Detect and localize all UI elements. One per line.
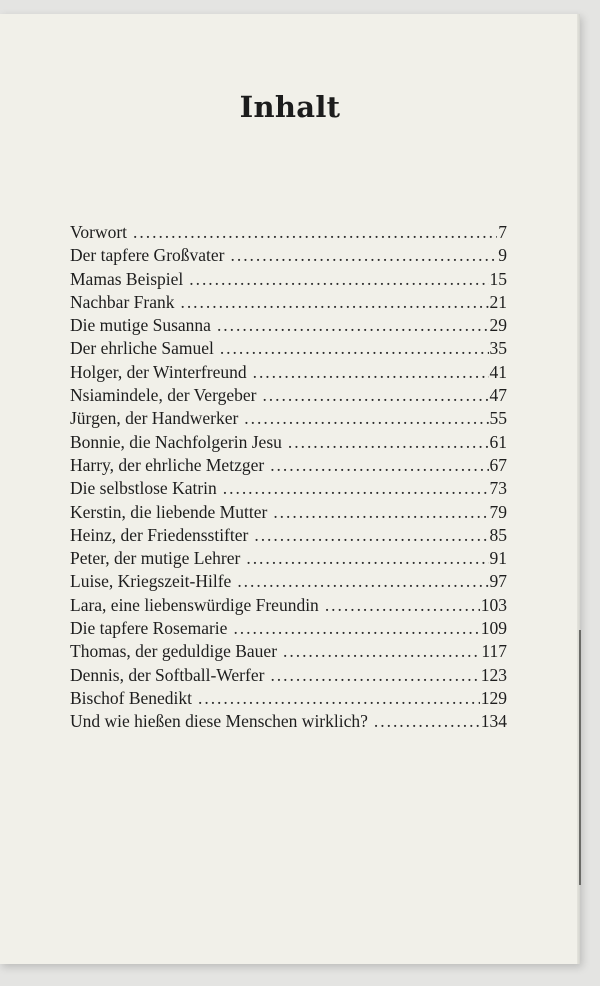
toc-entry-page-number: 134 xyxy=(480,711,507,732)
toc-entry xyxy=(70,548,507,571)
toc-leader-dots xyxy=(198,688,480,709)
toc-entry xyxy=(70,665,507,688)
toc-entry xyxy=(70,502,507,525)
toc-entry-page-number: 35 xyxy=(489,338,507,359)
toc-leader-dots xyxy=(273,502,488,523)
toc-leader-dots xyxy=(283,641,480,662)
toc-leader-dots xyxy=(233,618,479,639)
toc-entry xyxy=(70,571,507,594)
toc-entry xyxy=(70,688,507,711)
toc-entry-page-number: 9 xyxy=(498,245,507,266)
toc-leader-dots xyxy=(288,432,489,453)
toc-entry-title: Vorwort xyxy=(70,222,128,242)
toc-entry-title: Der ehrliche Samuel xyxy=(70,338,214,359)
toc-entry xyxy=(70,641,507,664)
toc-entry-title: Dennis, der Softball-Werfer xyxy=(70,664,265,685)
toc-entry-title: Mamas Beispiel xyxy=(70,268,184,289)
toc-entry xyxy=(70,455,507,478)
toc-entry-page-number: 15 xyxy=(489,268,507,289)
toc-entry-title: Harry, der ehrliche Metzger xyxy=(70,454,265,475)
toc-leader-dots xyxy=(231,245,498,266)
toc-entry xyxy=(70,292,507,315)
toc-leader-dots xyxy=(244,408,488,429)
toc-entry-page-number: 21 xyxy=(489,291,507,312)
toc-leader-dots xyxy=(223,478,489,499)
toc-leader-dots xyxy=(270,665,479,686)
toc-leader-dots xyxy=(253,362,489,383)
toc-entry-page-number: 103 xyxy=(480,594,507,615)
toc-leader-dots xyxy=(262,385,488,406)
toc-leader-dots xyxy=(220,338,489,359)
toc-leader-dots xyxy=(133,222,497,243)
toc-entry-title: Der tapfere Großvater xyxy=(70,245,225,266)
toc-entry-title: Thomas, der geduldige Bauer xyxy=(70,641,278,662)
toc-entry-page-number: 123 xyxy=(480,664,507,685)
toc-entry-page-number: 129 xyxy=(480,687,507,708)
toc-leader-dots xyxy=(246,548,488,569)
toc-entry xyxy=(70,711,507,734)
toc-entry xyxy=(70,408,507,431)
toc-entry xyxy=(70,269,507,292)
toc-leader-dots xyxy=(217,315,489,336)
toc-entry xyxy=(70,618,507,641)
toc-entry-page-number: 29 xyxy=(489,315,507,336)
toc-entry-page-number: 47 xyxy=(489,385,507,406)
toc-entry-title: Heinz, der Friedensstifter xyxy=(70,524,249,545)
toc-entry-title: Die tapfere Rosemarie xyxy=(70,618,228,639)
toc-leader-dots xyxy=(254,525,488,546)
toc-entry-title: Bischof Benedikt xyxy=(70,687,192,708)
toc-entry xyxy=(70,222,507,245)
toc-entry-title: Luise, Kriegszeit-Hilfe xyxy=(70,571,232,592)
toc-entry-page-number: 67 xyxy=(489,454,507,475)
toc-entry-title: Und wie hießen diese Menschen wirklich? xyxy=(70,711,368,732)
toc-entry-title: Peter, der mutige Lehrer xyxy=(70,548,241,569)
toc-leader-dots xyxy=(270,455,488,476)
toc-entry-title: Lara, eine liebenswürdige Freundin xyxy=(70,594,319,615)
book-page xyxy=(0,14,580,964)
toc-entry-title: Kerstin, die liebende Mutter xyxy=(70,501,268,522)
toc-entry-page-number: 109 xyxy=(480,618,507,639)
toc-entry-title: Holger, der Winterfreund xyxy=(70,361,247,382)
toc-entry xyxy=(70,385,507,408)
toc-leader-dots xyxy=(180,292,488,313)
toc-entry-page-number: 7 xyxy=(498,222,507,242)
toc-entry-title: Nsiamindele, der Vergeber xyxy=(70,385,257,406)
toc-entry-title: Die selbstlose Katrin xyxy=(70,478,217,499)
toc-leader-dots xyxy=(189,269,488,290)
page-edge-line xyxy=(579,630,581,885)
table-of-contents xyxy=(70,222,507,735)
toc-entry xyxy=(70,478,507,501)
toc-entry-page-number: 73 xyxy=(489,478,507,499)
toc-entry-page-number: 85 xyxy=(489,524,507,545)
toc-entry-page-number: 91 xyxy=(489,548,507,569)
toc-entry-page-number: 79 xyxy=(489,501,507,522)
toc-entry-page-number: 55 xyxy=(489,408,507,429)
toc-entry-title: Jürgen, der Handwerker xyxy=(70,408,239,429)
toc-leader-dots xyxy=(374,711,480,732)
toc-entry-page-number: 41 xyxy=(489,361,507,382)
toc-entry-page-number: 61 xyxy=(489,431,507,452)
toc-entry xyxy=(70,315,507,338)
toc-entry xyxy=(70,245,507,268)
toc-entry xyxy=(70,338,507,361)
toc-entry xyxy=(70,362,507,385)
toc-entry xyxy=(70,595,507,618)
toc-entry-title: Nachbar Frank xyxy=(70,291,175,312)
toc-entry xyxy=(70,525,507,548)
toc-entry xyxy=(70,432,507,455)
toc-entry-page-number: 117 xyxy=(481,641,507,662)
toc-leader-dots xyxy=(325,595,480,616)
toc-leader-dots xyxy=(237,571,488,592)
toc-entry-page-number: 97 xyxy=(489,571,507,592)
toc-entry-title: Die mutige Susanna xyxy=(70,315,211,336)
page-title: Inhalt xyxy=(239,90,341,124)
toc-entry-title: Bonnie, die Nachfolgerin Jesu xyxy=(70,431,282,452)
